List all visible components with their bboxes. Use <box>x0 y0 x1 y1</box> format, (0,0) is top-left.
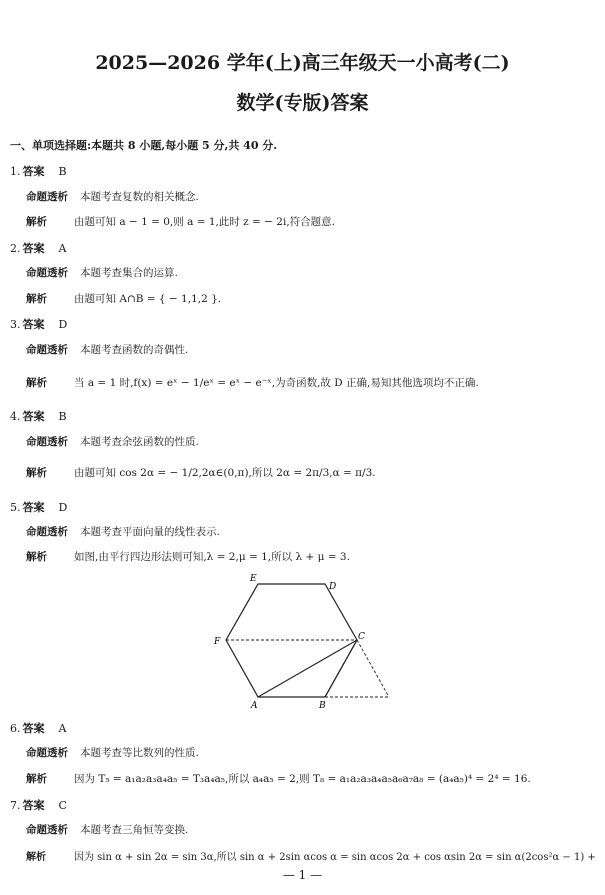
answer-word: 答案 <box>22 410 45 423</box>
section-heading: 一、单项选择题:本题共 8 小题,每小题 5 分,共 40 分. <box>10 139 278 152</box>
answer-choice: C <box>58 799 67 812</box>
question-2-insight <box>26 265 178 280</box>
analysis-text: 如图,由平行四边形法则可知,λ = 2,μ = 1,所以 λ + μ = 3. <box>74 551 350 563</box>
insight-label: 命题透析 <box>26 824 68 836</box>
vertex-a-label: A <box>251 701 258 710</box>
question-2-analysis <box>26 291 221 306</box>
question-1-analysis <box>26 214 335 229</box>
segment-bc <box>325 640 357 697</box>
answer-choice: B <box>58 410 67 423</box>
insight-label: 命题透析 <box>26 191 68 203</box>
insight-text: 本题考查余弦函数的性质. <box>80 436 199 448</box>
question-1-insight <box>26 189 199 204</box>
page-number: — 1 — <box>282 868 323 882</box>
answer-word: 答案 <box>22 501 45 514</box>
question-3-answer-row <box>10 316 67 332</box>
insight-label: 命题透析 <box>26 526 68 538</box>
insight-label: 命题透析 <box>26 747 68 759</box>
insight-text: 本题考查集合的运算. <box>80 267 178 279</box>
insight-label: 命题透析 <box>26 436 68 448</box>
question-1-answer-row <box>10 163 67 179</box>
question-7-answer-row <box>10 797 67 813</box>
analysis-text: 当 a = 1 时,f(x) = eˣ − 1/eˣ = eˣ − e⁻ˣ,为奇函数,故 D 正确,易知其他选项均不正确. <box>74 377 479 389</box>
question-number: 4. <box>10 410 21 423</box>
analysis-label: 解析 <box>26 467 47 479</box>
answer-choice: B <box>58 165 67 178</box>
answer-choice: A <box>58 722 67 735</box>
question-number: 6. <box>10 722 21 735</box>
question-5-answer-row <box>10 499 67 515</box>
question-number: 5. <box>10 501 21 514</box>
hexagon-outline <box>226 584 357 697</box>
insight-text: 本题考查复数的相关概念. <box>80 191 199 203</box>
question-number: 3. <box>10 318 21 331</box>
question-3-insight <box>26 342 188 357</box>
question-number: 7. <box>10 799 21 812</box>
analysis-label: 解析 <box>26 551 47 563</box>
analysis-label: 解析 <box>26 293 47 305</box>
question-4-answer-row <box>10 408 67 424</box>
insight-text: 本题考查函数的奇偶性. <box>80 344 189 356</box>
vertex-c-label: C <box>358 632 365 642</box>
analysis-text: 因为 sin α + sin 2α = sin 3α,所以 sin α + 2sin αcos α = sin αcos 2α + cos αsin 2α = sin α(2cos²α − 1) + <box>74 852 596 863</box>
answer-word: 答案 <box>22 318 45 331</box>
analysis-text: 由题可知 cos 2α = − 1/2,2α∈(0,π),所以 2α = 2π/3,α = π/3. <box>74 467 376 479</box>
insight-label: 命题透析 <box>26 267 68 279</box>
question-6-insight <box>26 745 199 760</box>
question-7-insight <box>26 822 188 837</box>
vertex-d-label: D <box>329 582 337 592</box>
answer-word: 答案 <box>22 165 45 178</box>
question-3-analysis <box>26 375 479 390</box>
vertex-e-label: E <box>250 574 257 584</box>
vertex-f-label: F <box>214 637 221 647</box>
insight-text: 本题考查三角恒等变换. <box>80 824 189 836</box>
analysis-label: 解析 <box>26 773 47 785</box>
question-number: 1. <box>10 165 21 178</box>
question-6-answer-row <box>10 720 66 736</box>
segment-ac <box>258 640 357 697</box>
answer-choice: A <box>58 242 67 255</box>
question-6-analysis <box>26 771 531 786</box>
vertex-b-label: B <box>319 701 326 710</box>
dashed-parallel <box>357 640 389 697</box>
answer-word: 答案 <box>22 722 45 735</box>
analysis-text: 由题可知 a − 1 = 0,则 a = 1,此时 z = − 2i,符合题意. <box>74 216 336 228</box>
question-7-analysis <box>26 848 596 863</box>
question-4-analysis <box>26 465 376 480</box>
answer-choice: D <box>58 501 68 514</box>
answer-choice: D <box>58 318 68 331</box>
analysis-label: 解析 <box>26 852 46 863</box>
question-5-insight <box>26 524 220 539</box>
answer-word: 答案 <box>22 242 45 255</box>
analysis-text: 因为 T₅ = a₁a₂a₃a₄a₅ = T₃a₄a₅,所以 a₄a₅ = 2,则 T₈ = a₁a₂a₃a₄a₅a₆a₇a₈ = (a₄a₅)⁴ = 2⁴ = 16. <box>74 773 531 785</box>
hexagon-figure <box>210 570 400 710</box>
question-number: 2. <box>10 242 21 255</box>
analysis-text: 由题可知 A∩B = { − 1,1,2 }. <box>74 293 222 305</box>
question-2-answer-row <box>10 240 66 256</box>
question-4-insight <box>26 434 199 449</box>
insight-text: 本题考查等比数列的性质. <box>80 747 199 759</box>
analysis-label: 解析 <box>26 377 47 389</box>
insight-text: 本题考查平面向量的线性表示. <box>80 526 220 538</box>
insight-label: 命题透析 <box>26 344 68 356</box>
answer-key-title: 数学(专版)答案 <box>236 92 369 114</box>
answer-word: 答案 <box>22 799 45 812</box>
exam-title: 2025—2026 学年(上)高三年级天一小高考(二) <box>95 52 510 74</box>
question-5-analysis <box>26 549 350 564</box>
analysis-label: 解析 <box>26 216 47 228</box>
